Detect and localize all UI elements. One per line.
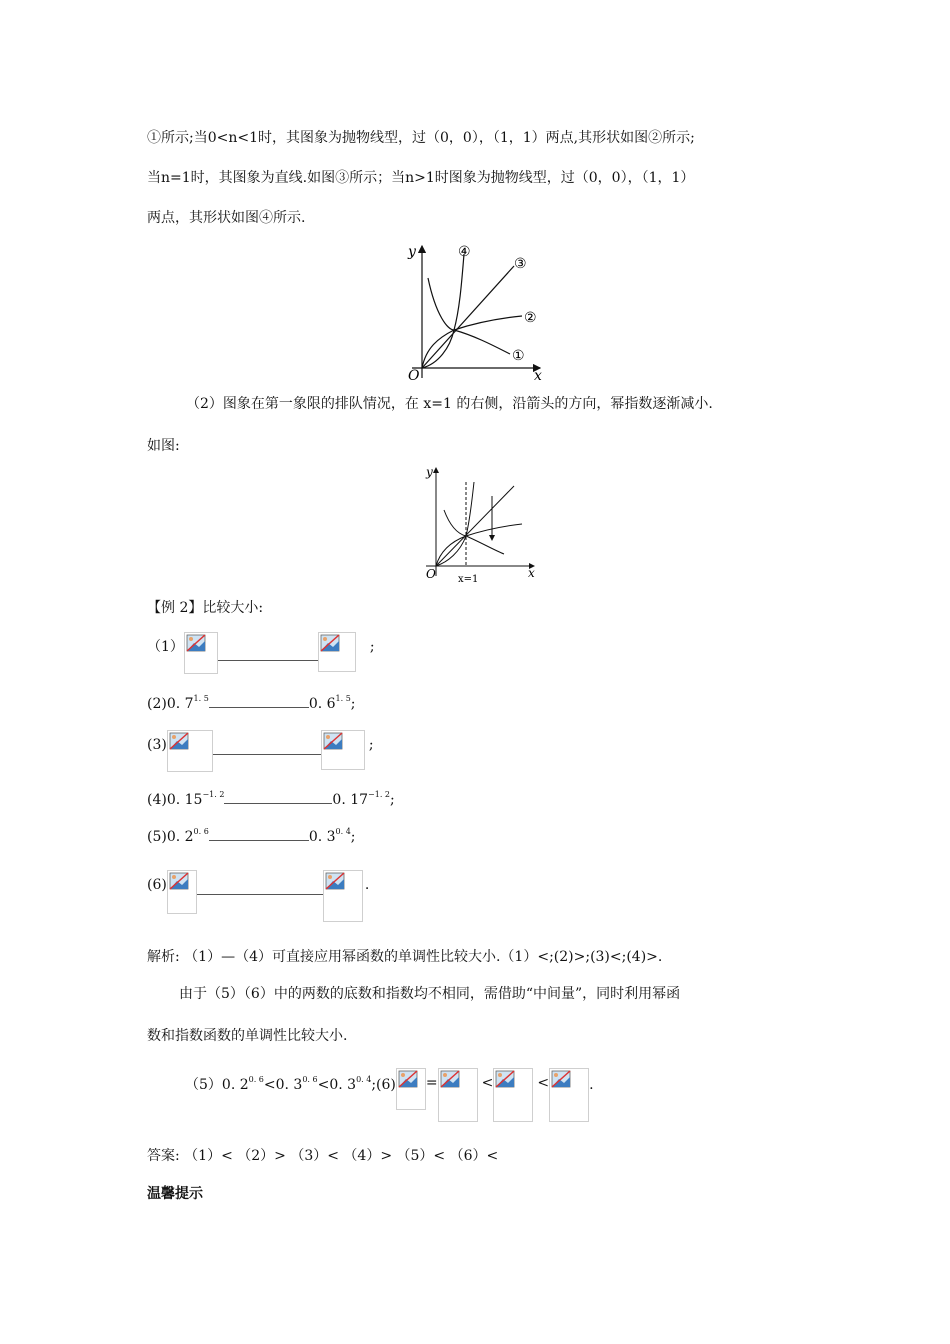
item-5-exp: 0. 6 [193,827,209,836]
x-axis-label: x [528,566,535,580]
answer-blank[interactable] [213,740,321,755]
item-2-exp2: 1. 5 [335,694,351,703]
item-6-suffix: . [364,877,370,893]
analysis-expr-b: <0. 3 [263,1077,303,1093]
broken-image-icon [318,632,356,672]
item-6-prefix: (6) [147,877,167,893]
answer-blank[interactable] [224,789,332,804]
broken-image-icon [493,1068,533,1122]
answer-blank[interactable] [197,880,323,895]
broken-image-icon [321,730,365,770]
period: . [589,1077,594,1093]
curve-label-1: ① [512,348,525,364]
x-axis-label: x [534,368,542,383]
answer-blank[interactable] [218,646,318,661]
item-5-base2: 0. 3 [308,829,336,845]
origin-label: O [426,567,436,581]
item-4-suffix: ; [390,792,395,808]
less-than-sign: < [481,1075,494,1091]
item-5-base: (5)0. 2 [147,829,194,845]
item-2-exp: 1. 5 [193,694,209,703]
x1-label: x=1 [458,574,479,585]
curve-label-4: ④ [458,244,471,260]
curve-label-2: ② [524,310,537,326]
item-2 [147,693,356,714]
answer-blank[interactable] [209,826,309,841]
item-5 [147,826,356,847]
item-2-suffix: ; [350,696,356,712]
item-2-base: (2)0. 7 [147,696,194,712]
power-function-figure-1 [398,238,548,383]
analysis-line-2: 由于（5）（6）中的两数的底数和指数均不相同，需借助“中间量”，同时利用幂函 [179,986,681,1002]
analysis-exp-2: 0. 6 [302,1075,318,1084]
curve-label-3: ③ [514,256,527,272]
analysis-exp-3: 0. 4 [356,1075,372,1084]
item-3 [147,730,374,774]
y-axis-label: y [426,465,433,479]
origin-label: O [408,368,420,383]
broken-image-icon [549,1068,589,1122]
item-4 [147,789,395,810]
item-4-exp2: −1. 2 [368,790,391,799]
analysis-exp-1: 0. 6 [248,1075,264,1084]
item-5-suffix: ; [350,829,356,845]
broken-image-icon [167,870,197,914]
intro-line-2: 当n=1时，其图象为直线.如图③所示；当n>1时图象为抛物线型，过（0，0），（1，1） [147,170,695,186]
item-5-exp2: 0. 4 [335,827,351,836]
example-title: 【例 2】比较大小: [147,600,264,616]
item-3-prefix: (3) [147,737,167,753]
item-1-prefix: （1） [147,639,184,655]
item-6 [147,870,369,924]
answer-blank[interactable] [209,693,309,708]
item-3-suffix: ; [368,737,374,753]
broken-image-icon [438,1068,478,1122]
analysis-line-3: 数和指数函数的单调性比较大小. [147,1028,348,1044]
power-function-figure-2 [414,462,542,586]
item-1-suffix: ; [369,639,375,655]
y-axis-label: y [408,244,416,260]
note-line-1: （2）图象在第一象限的排队情况，在 x=1 的右侧，沿箭头的方向，幂指数逐渐减小. [186,396,713,412]
analysis-expr-d: ;(6) [371,1077,396,1093]
item-4-base2: 0. 17 [332,792,369,808]
analysis-line-4 [185,1068,594,1124]
item-4-base: (4)0. 15 [147,792,203,808]
broken-image-icon [167,730,213,772]
intro-line-1: ①所示;当0<n<1时，其图象为抛物线型，过（0，0），（1，1）两点,其形状如图②所示; [147,130,695,146]
item-2-base2: 0. 6 [308,696,336,712]
curve-3 [422,266,514,368]
broken-image-icon [184,632,218,674]
intro-line-3: 两点，其形状如图④所示. [147,210,306,226]
analysis-expr-a: （5）0. 2 [185,1077,249,1093]
tip-title: 温馨提示 [147,1186,203,1202]
analysis-line-1: 解析: （1）—（4）可直接应用幂函数的单调性比较大小.（1）<;(2)>;(3)<;(4)>. [147,949,663,965]
item-1 [147,632,375,676]
note-line-2: 如图: [147,438,180,454]
broken-image-icon [396,1068,426,1110]
curve-neg [444,510,504,554]
analysis-expr-c: <0. 3 [317,1077,357,1093]
equals-sign: = [425,1075,438,1091]
broken-image-icon [323,870,363,922]
answer-line: 答案: （1）< （2）> （3）< （4）> （5）< （6）< [147,1148,499,1164]
item-4-exp: −1. 2 [202,790,225,799]
less-than-sign: < [537,1075,550,1091]
curve-linear [436,486,514,566]
